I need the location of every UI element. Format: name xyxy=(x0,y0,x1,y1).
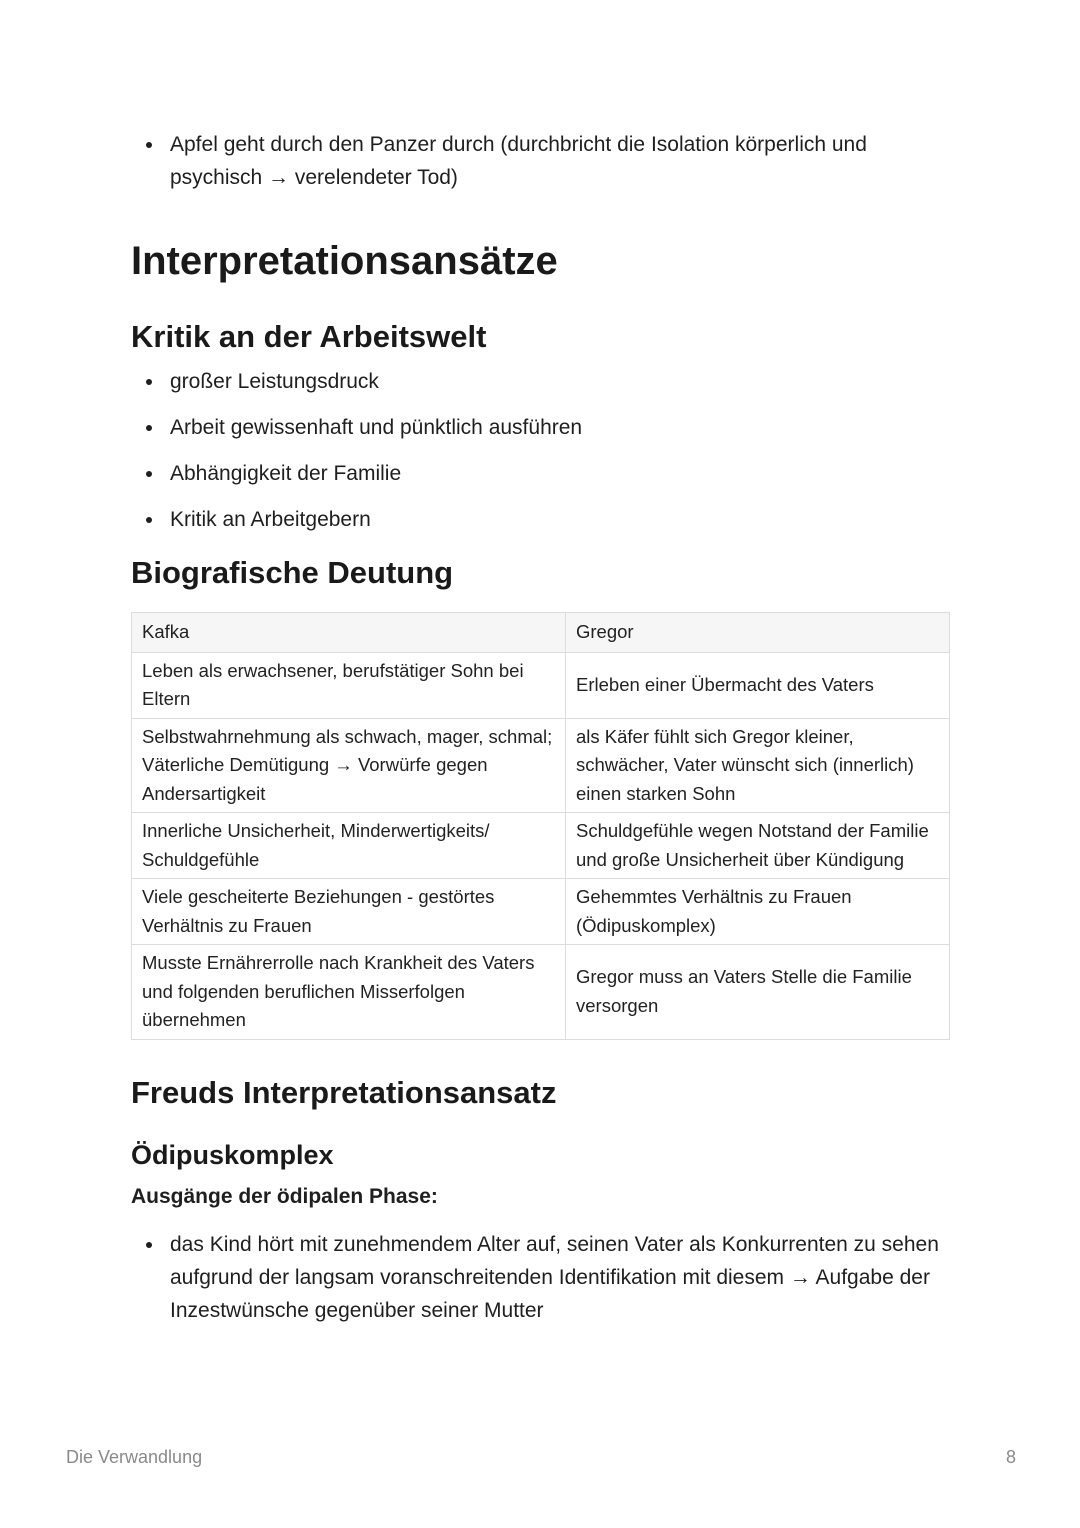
footer-document-title: Die Verwandlung xyxy=(66,1447,203,1467)
table-cell: Erleben einer Übermacht des Vaters xyxy=(566,652,950,718)
freud-heading: Freuds Interpretationsansatz xyxy=(131,1074,557,1110)
column-header-gregor: Gregor xyxy=(566,613,950,653)
list-item: Arbeit gewissenhaft und pünktlich ausführen xyxy=(131,411,951,444)
table-cell: Musste Ernährerrolle nach Krankheit des Vaters und folgenden beruflichen Misserfolgen übernehmen xyxy=(132,945,566,1040)
table-row xyxy=(132,718,950,813)
list-item: Abhängigkeit der Familie xyxy=(131,457,951,490)
table-header-row xyxy=(132,613,950,653)
list-item: großer Leistungsdruck xyxy=(131,365,951,398)
page-content xyxy=(131,128,951,1327)
bio-table xyxy=(131,612,950,1040)
table-row xyxy=(132,652,950,718)
oedipus-list xyxy=(131,1228,951,1327)
table-cell: Innerliche Unsicherheit, Minderwertigkeits/ Schuldgefühle xyxy=(132,813,566,879)
table-cell: Gregor muss an Vaters Stelle die Familie versorgen xyxy=(566,945,950,1040)
list-item: Kritik an Arbeitgebern xyxy=(131,503,951,536)
table-cell: Selbstwahrnehmung als schwach, mager, schmal; Väterliche Demütigung → Vorwürfe gegen Andersartigkeit xyxy=(132,718,566,813)
table-cell: Viele gescheiterte Beziehungen - gestörtes Verhältnis zu Frauen xyxy=(132,879,566,945)
bio-heading: Biografische Deutung xyxy=(131,555,454,590)
footer-page-number: 8 xyxy=(1005,1447,1016,1467)
table-cell: Leben als erwachsener, berufstätiger Sohn bei Eltern xyxy=(132,652,566,718)
table-row xyxy=(132,879,950,945)
top-bullet-list xyxy=(131,128,951,194)
table-cell: Schuldgefühle wegen Notstand der Familie und große Unsicherheit über Kündigung xyxy=(566,813,950,879)
oedipal-phase-label: Ausgänge der ödipalen Phase: xyxy=(131,1184,438,1208)
table-cell: Gehemmtes Verhältnis zu Frauen (Ödipuskomplex) xyxy=(566,879,950,945)
table-cell: als Käfer fühlt sich Gregor kleiner, schwächer, Vater wünscht sich (innerlich) einen starken Sohn xyxy=(566,718,950,813)
list-item: das Kind hört mit zunehmendem Alter auf, seinen Vater als Konkurrenten zu sehen aufgrund der langsam voranschreitenden Identifikation mit diesem → Aufgabe der Inzestwünsche gegenüber seiner Mutter xyxy=(131,1228,951,1327)
table-row xyxy=(132,813,950,879)
list-item: Apfel geht durch den Panzer durch (durchbricht die Isolation körperlich und psychisch → verelendeter Tod) xyxy=(131,128,951,194)
section-title: Interpretationsansätze xyxy=(131,239,558,283)
column-header-kafka: Kafka xyxy=(132,613,566,653)
kritik-heading: Kritik an der Arbeitswelt xyxy=(131,319,487,354)
oedipus-heading: Ödipuskomplex xyxy=(131,1139,334,1170)
kritik-list xyxy=(131,365,951,536)
table-row xyxy=(132,945,950,1040)
